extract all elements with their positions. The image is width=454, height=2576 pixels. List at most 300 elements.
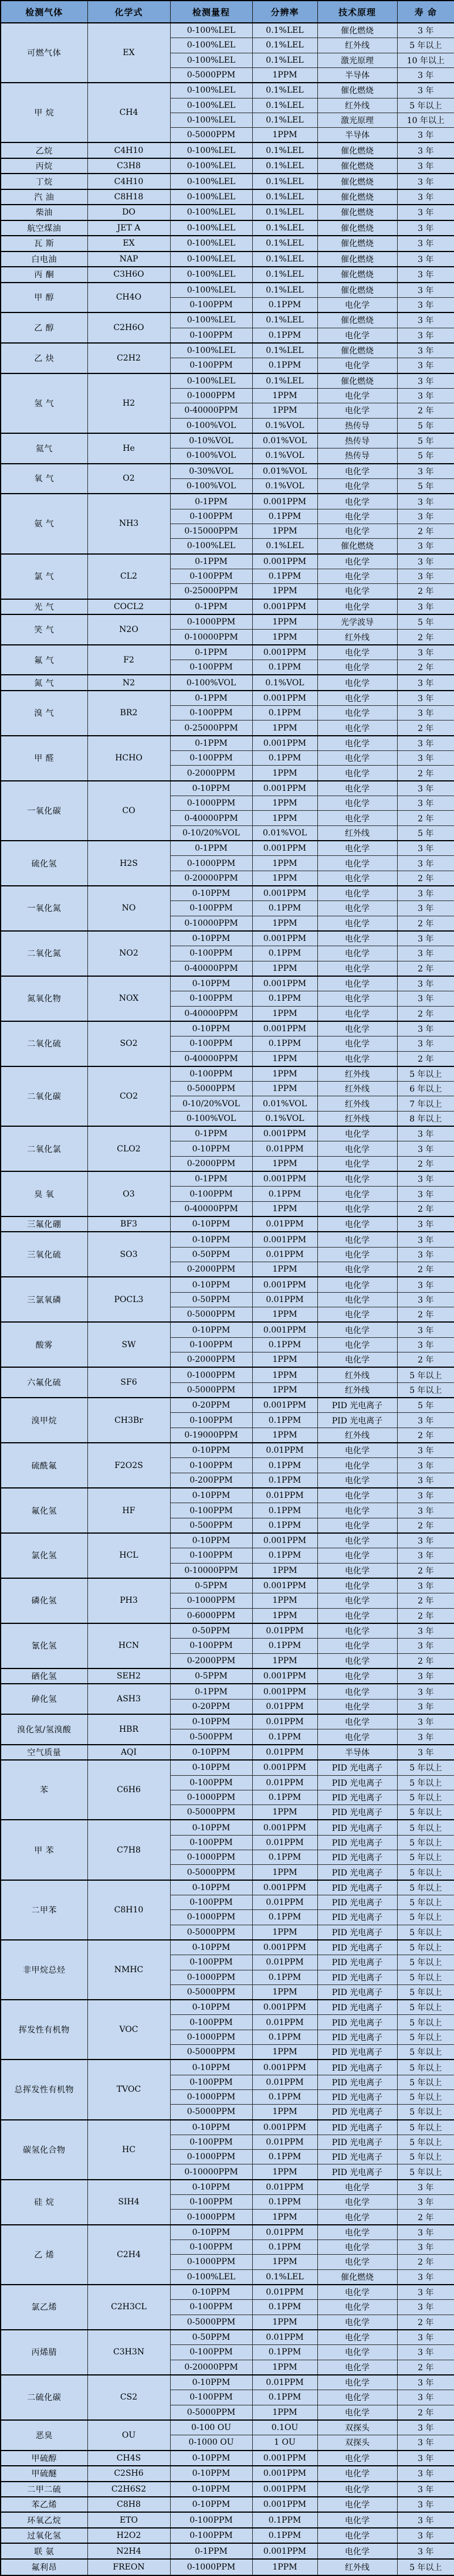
principle-cell: 电化学 bbox=[317, 478, 397, 494]
range-cell: 0-100PPM bbox=[170, 660, 252, 675]
lifespan-cell: 5 年以上 bbox=[397, 1984, 454, 2000]
lifespan-cell: 5 年以上 bbox=[397, 1820, 454, 1835]
lifespan-cell: 3 年 bbox=[397, 1413, 454, 1428]
principle-cell: 电化学 bbox=[317, 2451, 397, 2466]
range-cell: 0-10000PPM bbox=[170, 916, 252, 931]
principle-cell: PID 光电离子 bbox=[317, 1820, 397, 1835]
lifespan-cell: 3 年 bbox=[397, 1126, 454, 1141]
range-cell: 0-10PPM bbox=[170, 2375, 252, 2390]
gas-name-cell: 乙 烯 bbox=[1, 2225, 87, 2285]
lifespan-cell: 3 年 bbox=[397, 1548, 454, 1563]
resolution-cell: 0.01PPM bbox=[252, 1775, 317, 1790]
lifespan-cell: 5 年以上 bbox=[397, 2030, 454, 2044]
resolution-cell: 1PPM bbox=[252, 1006, 317, 1021]
table-row bbox=[1, 2120, 454, 2135]
lifespan-cell: 3 年 bbox=[397, 174, 454, 189]
gas-name-cell: 氢 气 bbox=[1, 373, 87, 433]
principle-cell: 电化学 bbox=[317, 1473, 397, 1488]
range-cell: 0-20PPM bbox=[170, 1398, 252, 1413]
range-cell: 0-100PPM bbox=[170, 2015, 252, 2030]
resolution-cell: 0.001PPM bbox=[252, 736, 317, 751]
lifespan-cell: 3 年 bbox=[397, 2497, 454, 2512]
range-cell: 0-100PPM bbox=[170, 1639, 252, 1653]
table-row bbox=[1, 841, 454, 856]
range-cell: 0-100PPM bbox=[170, 1066, 252, 1082]
resolution-cell: 0.1%LEL bbox=[252, 267, 317, 282]
range-cell: 0-100PPM bbox=[170, 751, 252, 766]
resolution-cell: 1PPM bbox=[252, 524, 317, 538]
gas-name-cell: 乙 醇 bbox=[1, 312, 87, 343]
resolution-cell: 1PPM bbox=[252, 389, 317, 403]
gas-name-cell: 硒化氢 bbox=[1, 1668, 87, 1684]
principle-cell: PID 光电离子 bbox=[317, 2089, 397, 2104]
gas-name-cell: 三氯氧磷 bbox=[1, 1277, 87, 1322]
resolution-cell: 0.1PPM bbox=[252, 2390, 317, 2405]
formula-cell: H2 bbox=[87, 373, 170, 433]
principle-cell: PID 光电离子 bbox=[317, 1790, 397, 1804]
principle-cell: 催化燃烧 bbox=[317, 2269, 397, 2285]
gas-name-cell: 碳氢化合物 bbox=[1, 2120, 87, 2180]
resolution-cell: 0.1%LEL bbox=[252, 539, 317, 554]
range-cell: 0-1000PPM bbox=[170, 2559, 252, 2575]
resolution-cell: 0.01PPM bbox=[252, 2015, 317, 2030]
lifespan-cell: 3 年 bbox=[397, 343, 454, 358]
lifespan-cell: 3 年 bbox=[397, 2285, 454, 2300]
formula-cell: He bbox=[87, 433, 170, 464]
principle-cell: 电化学 bbox=[317, 796, 397, 811]
lifespan-cell: 3 年 bbox=[397, 1322, 454, 1337]
range-cell: 0-40000PPM bbox=[170, 811, 252, 825]
principle-cell: 催化燃烧 bbox=[317, 236, 397, 251]
range-cell: 0-5PPM bbox=[170, 1668, 252, 1684]
lifespan-cell: 3 年 bbox=[397, 2180, 454, 2195]
resolution-cell: 0.001PPM bbox=[252, 2120, 317, 2135]
resolution-cell: 0.1PPM bbox=[252, 1337, 317, 1352]
lifespan-cell: 2 年 bbox=[397, 1006, 454, 1021]
resolution-cell: 0.1PPM bbox=[252, 1790, 317, 1804]
table-row bbox=[1, 554, 454, 569]
lifespan-cell: 2 年 bbox=[397, 1051, 454, 1066]
resolution-cell: 0.1OU bbox=[252, 2420, 317, 2435]
table-row bbox=[1, 2466, 454, 2481]
table-row bbox=[1, 83, 454, 98]
range-cell: 0-10000PPM bbox=[170, 1563, 252, 1578]
principle-cell: 半导体 bbox=[317, 67, 397, 83]
resolution-cell: 0.1%LEL bbox=[252, 252, 317, 267]
lifespan-cell: 3 年 bbox=[397, 2435, 454, 2451]
lifespan-cell: 2 年 bbox=[397, 1201, 454, 1216]
lifespan-cell: 3 年 bbox=[397, 1473, 454, 1488]
resolution-cell: 0.001PPM bbox=[252, 1820, 317, 1835]
lifespan-cell: 5 年以上 bbox=[397, 2135, 454, 2149]
lifespan-cell: 2 年 bbox=[397, 1608, 454, 1623]
principle-cell: 电化学 bbox=[317, 1247, 397, 1262]
gas-name-cell: 一氧化氮 bbox=[1, 886, 87, 931]
principle-cell: 电化学 bbox=[317, 1322, 397, 1337]
lifespan-cell: 3 年 bbox=[397, 1668, 454, 1684]
principle-cell: 电化学 bbox=[317, 599, 397, 614]
gas-name-cell: 乙烷 bbox=[1, 142, 87, 158]
gas-name-cell: 氧 气 bbox=[1, 464, 87, 494]
resolution-cell: 0.1%VOL bbox=[252, 478, 317, 494]
gas-name-cell: 氨 气 bbox=[1, 494, 87, 553]
resolution-cell: 0.1PPM bbox=[252, 569, 317, 583]
table-row bbox=[1, 142, 454, 158]
lifespan-cell: 3 年 bbox=[397, 554, 454, 569]
resolution-cell: 0.01%VOL bbox=[252, 1096, 317, 1111]
principle-cell: PID 光电离子 bbox=[317, 2000, 397, 2015]
lifespan-cell: 3 年 bbox=[397, 509, 454, 524]
table-row bbox=[1, 23, 454, 38]
lifespan-cell: 3 年 bbox=[397, 220, 454, 236]
formula-cell: NO2 bbox=[87, 931, 170, 976]
range-cell: 0-1000PPM bbox=[170, 856, 252, 871]
principle-cell: 催化燃烧 bbox=[317, 267, 397, 282]
gas-name-cell: 航空煤油 bbox=[1, 220, 87, 236]
resolution-cell: 0.01PPM bbox=[252, 2285, 317, 2300]
formula-cell: CO bbox=[87, 781, 170, 841]
range-cell: 0-10PPM bbox=[170, 2285, 252, 2300]
principle-cell: 红外线 bbox=[317, 1066, 397, 1082]
range-cell: 0-10PPM bbox=[170, 1277, 252, 1292]
resolution-cell: 0.1PPM bbox=[252, 2089, 317, 2104]
range-cell: 0-10PPM bbox=[170, 1880, 252, 1895]
range-cell: 0-1000PPM bbox=[170, 389, 252, 403]
formula-cell: SIH4 bbox=[87, 2180, 170, 2225]
principle-cell: 电化学 bbox=[317, 509, 397, 524]
lifespan-cell: 10 年以上 bbox=[397, 53, 454, 67]
header-lifespan: 寿 命 bbox=[397, 1, 454, 23]
range-cell: 0-100PPM bbox=[170, 2075, 252, 2089]
lifespan-cell: 5 年以上 bbox=[397, 1955, 454, 1970]
table-row bbox=[1, 2225, 454, 2240]
range-cell: 0-30%VOL bbox=[170, 464, 252, 479]
principle-cell: 电化学 bbox=[317, 524, 397, 538]
gas-name-cell: 汽 油 bbox=[1, 189, 87, 205]
formula-cell: SEH2 bbox=[87, 1668, 170, 1684]
gas-name-cell: 硅 烷 bbox=[1, 2180, 87, 2225]
resolution-cell: 0.1PPM bbox=[252, 1413, 317, 1428]
principle-cell: 电化学 bbox=[317, 1216, 397, 1232]
lifespan-cell: 2 年 bbox=[397, 1307, 454, 1323]
table-row bbox=[1, 1714, 454, 1729]
lifespan-cell: 2 年 bbox=[397, 1352, 454, 1368]
gas-name-cell: 空气质量 bbox=[1, 1745, 87, 1760]
lifespan-cell: 3 年 bbox=[397, 297, 454, 312]
range-cell: 0-100PPM bbox=[170, 1187, 252, 1201]
range-cell: 0-40000PPM bbox=[170, 961, 252, 976]
formula-cell: C8H18 bbox=[87, 189, 170, 205]
lifespan-cell: 2 年 bbox=[397, 1428, 454, 1443]
table-row bbox=[1, 174, 454, 189]
principle-cell: PID 光电离子 bbox=[317, 1775, 397, 1790]
gas-name-cell: 丙烯腈 bbox=[1, 2330, 87, 2375]
lifespan-cell: 3 年 bbox=[397, 751, 454, 766]
resolution-cell: 0.001PPM bbox=[252, 1398, 317, 1413]
principle-cell: 电化学 bbox=[317, 554, 397, 569]
table-row bbox=[1, 614, 454, 630]
lifespan-cell: 5 年 bbox=[397, 1398, 454, 1413]
table-row bbox=[1, 1488, 454, 1503]
formula-cell: C7H8 bbox=[87, 1820, 170, 1880]
range-cell: 0-100%LEL bbox=[170, 23, 252, 38]
formula-cell: NO bbox=[87, 886, 170, 931]
range-cell: 0-100PPM bbox=[170, 358, 252, 373]
principle-cell: 催化燃烧 bbox=[317, 283, 397, 298]
gas-name-cell: 笑 气 bbox=[1, 614, 87, 645]
lifespan-cell: 3 年 bbox=[397, 1021, 454, 1036]
range-cell: 0-6000PPM bbox=[170, 1608, 252, 1623]
formula-cell: COCL2 bbox=[87, 599, 170, 614]
range-cell: 0-100%LEL bbox=[170, 267, 252, 282]
gas-name-cell: 二硫化碳 bbox=[1, 2375, 87, 2420]
resolution-cell: 0.001PPM bbox=[252, 494, 317, 509]
range-cell: 0-1000PPM bbox=[170, 1970, 252, 1984]
principle-cell: 电化学 bbox=[317, 736, 397, 751]
principle-cell: 电化学 bbox=[317, 1171, 397, 1187]
principle-cell: PID 光电离子 bbox=[317, 1984, 397, 2000]
resolution-cell: 1PPM bbox=[252, 2044, 317, 2060]
lifespan-cell: 5 年以上 bbox=[397, 1850, 454, 1865]
principle-cell: 电化学 bbox=[317, 1277, 397, 1292]
principle-cell: 半导体 bbox=[317, 1745, 397, 1760]
formula-cell: H2O2 bbox=[87, 2528, 170, 2543]
resolution-cell: 0.1%LEL bbox=[252, 38, 317, 53]
lifespan-cell: 3 年 bbox=[397, 2528, 454, 2543]
formula-cell: ETO bbox=[87, 2512, 170, 2527]
principle-cell: 电化学 bbox=[317, 403, 397, 418]
resolution-cell: 0.1%LEL bbox=[252, 236, 317, 251]
formula-cell: C6H6 bbox=[87, 1760, 170, 1820]
range-cell: 0-1PPM bbox=[170, 841, 252, 856]
resolution-cell: 0.1PPM bbox=[252, 1503, 317, 1518]
resolution-cell: 1PPM bbox=[252, 1367, 317, 1382]
gas-name-cell: 二氧化氮 bbox=[1, 931, 87, 976]
range-cell: 0-2000PPM bbox=[170, 1156, 252, 1171]
lifespan-cell: 3 年 bbox=[397, 2269, 454, 2285]
lifespan-cell: 3 年 bbox=[397, 976, 454, 991]
principle-cell: 红外线 bbox=[317, 1096, 397, 1111]
principle-cell: 催化燃烧 bbox=[317, 205, 397, 220]
lifespan-cell: 3 年 bbox=[397, 67, 454, 83]
principle-cell: 电化学 bbox=[317, 781, 397, 796]
principle-cell: PID 光电离子 bbox=[317, 1413, 397, 1428]
lifespan-cell: 5 年 bbox=[397, 478, 454, 494]
formula-cell: EX bbox=[87, 236, 170, 251]
range-cell: 0-20000PPM bbox=[170, 871, 252, 886]
principle-cell: 电化学 bbox=[317, 660, 397, 675]
lifespan-cell: 5 年以上 bbox=[397, 2105, 454, 2120]
principle-cell: 催化燃烧 bbox=[317, 189, 397, 205]
lifespan-cell: 3 年 bbox=[397, 236, 454, 251]
range-cell: 0-100PPM bbox=[170, 1835, 252, 1850]
lifespan-cell: 3 年 bbox=[397, 23, 454, 38]
header-formula: 化学式 bbox=[87, 1, 170, 23]
resolution-cell: 0.001PPM bbox=[252, 2497, 317, 2512]
lifespan-cell: 3 年 bbox=[397, 1458, 454, 1473]
resolution-cell: 0.1%LEL bbox=[252, 98, 317, 113]
lifespan-cell: 3 年 bbox=[397, 946, 454, 961]
principle-cell: 电化学 bbox=[317, 2345, 397, 2360]
gas-name-cell: 二甲二硫 bbox=[1, 2482, 87, 2497]
lifespan-cell: 3 年 bbox=[397, 841, 454, 856]
principle-cell: 红外线 bbox=[317, 1367, 397, 1382]
resolution-cell: 0.1%LEL bbox=[252, 158, 317, 174]
range-cell: 0-100%LEL bbox=[170, 189, 252, 205]
range-cell: 0-40000PPM bbox=[170, 403, 252, 418]
range-cell: 0-5000PPM bbox=[170, 1805, 252, 1820]
lifespan-cell: 3 年 bbox=[397, 1729, 454, 1745]
resolution-cell: 0.001PPM bbox=[252, 1277, 317, 1292]
formula-cell: NMHC bbox=[87, 1940, 170, 2000]
table-row bbox=[1, 2451, 454, 2466]
gas-name-cell: 苯乙烯 bbox=[1, 2497, 87, 2512]
lifespan-cell: 3 年 bbox=[397, 358, 454, 373]
lifespan-cell: 3 年 bbox=[397, 128, 454, 143]
table-row bbox=[1, 599, 454, 614]
resolution-cell: 0.01PPM bbox=[252, 1699, 317, 1714]
gas-name-cell: 可燃气体 bbox=[1, 23, 87, 83]
gas-name-cell: 联 氨 bbox=[1, 2543, 87, 2558]
range-cell: 0-100%LEL bbox=[170, 2269, 252, 2285]
formula-cell: POCL3 bbox=[87, 1277, 170, 1322]
formula-cell: HCHO bbox=[87, 736, 170, 781]
range-cell: 0-10PPM bbox=[170, 2482, 252, 2497]
resolution-cell: 1PPM bbox=[252, 871, 317, 886]
gas-name-cell: 甲硫醇 bbox=[1, 2451, 87, 2466]
resolution-cell: 1PPM bbox=[252, 1382, 317, 1398]
resolution-cell: 1PPM bbox=[252, 1805, 317, 1820]
range-cell: 0-100%LEL bbox=[170, 283, 252, 298]
lifespan-cell: 6 年以上 bbox=[397, 1082, 454, 1096]
lifespan-cell: 5 年以上 bbox=[397, 1880, 454, 1895]
resolution-cell: 1PPM bbox=[252, 961, 317, 976]
principle-cell: 红外线 bbox=[317, 1082, 397, 1096]
gas-name-cell: 甲 醛 bbox=[1, 736, 87, 781]
lifespan-cell: 3 年 bbox=[397, 312, 454, 328]
lifespan-cell: 3 年 bbox=[397, 599, 454, 614]
resolution-cell: 0.001PPM bbox=[252, 976, 317, 991]
range-cell: 0-2000PPM bbox=[170, 1653, 252, 1668]
gas-name-cell: 硫化氢 bbox=[1, 841, 87, 886]
gas-name-cell: 过氧化氢 bbox=[1, 2528, 87, 2543]
range-cell: 0-1PPM bbox=[170, 645, 252, 660]
principle-cell: 电化学 bbox=[317, 2285, 397, 2300]
table-row bbox=[1, 2330, 454, 2345]
formula-cell: H2S bbox=[87, 841, 170, 886]
range-cell: 0-1000PPM bbox=[170, 614, 252, 630]
range-cell: 0-1PPM bbox=[170, 1126, 252, 1141]
resolution-cell: 0.01PPM bbox=[252, 2330, 317, 2345]
range-cell: 0-1000PPM bbox=[170, 2030, 252, 2044]
principle-cell: 电化学 bbox=[317, 1548, 397, 1563]
resolution-cell: 0.1%VOL bbox=[252, 1111, 317, 1126]
table-row bbox=[1, 886, 454, 901]
resolution-cell: 0.001PPM bbox=[252, 1668, 317, 1684]
formula-cell: C4H10 bbox=[87, 174, 170, 189]
lifespan-cell: 3 年 bbox=[397, 1488, 454, 1503]
formula-cell: CH4O bbox=[87, 283, 170, 313]
lifespan-cell: 3 年 bbox=[397, 706, 454, 721]
range-cell: 0-20000PPM bbox=[170, 2360, 252, 2375]
range-cell: 0-100%LEL bbox=[170, 98, 252, 113]
lifespan-cell: 3 年 bbox=[397, 2330, 454, 2345]
resolution-cell: 1PPM bbox=[252, 1865, 317, 1880]
resolution-cell: 1PPM bbox=[252, 403, 317, 418]
range-cell: 0-100PPM bbox=[170, 2300, 252, 2315]
range-cell: 0-10PPM bbox=[170, 1745, 252, 1760]
range-cell: 0-1000PPM bbox=[170, 2210, 252, 2225]
range-cell: 0-10PPM bbox=[170, 2120, 252, 2135]
range-cell: 0-10PPM bbox=[170, 2466, 252, 2481]
principle-cell: 电化学 bbox=[317, 2405, 397, 2420]
range-cell: 0-5000PPM bbox=[170, 2315, 252, 2330]
resolution-cell: 0.1PPM bbox=[252, 901, 317, 916]
range-cell: 0-10PPM bbox=[170, 1021, 252, 1036]
formula-cell: C2H6S2 bbox=[87, 2482, 170, 2497]
header-principle: 技术原理 bbox=[317, 1, 397, 23]
resolution-cell: 0.01PPM bbox=[252, 1745, 317, 1760]
range-cell: 0-100PPM bbox=[170, 1775, 252, 1790]
principle-cell: 光学波导 bbox=[317, 614, 397, 630]
formula-cell: C2H2 bbox=[87, 343, 170, 373]
range-cell: 0-100PPM bbox=[170, 1955, 252, 1970]
lifespan-cell: 3 年 bbox=[397, 1578, 454, 1593]
table-row bbox=[1, 2180, 454, 2195]
range-cell: 0-1PPM bbox=[170, 599, 252, 614]
principle-cell: PID 光电离子 bbox=[317, 2150, 397, 2164]
lifespan-cell: 5 年以上 bbox=[397, 2120, 454, 2135]
table-row bbox=[1, 1668, 454, 1684]
principle-cell: PID 光电离子 bbox=[317, 2044, 397, 2060]
principle-cell: 催化燃烧 bbox=[317, 539, 397, 554]
principle-cell: 电化学 bbox=[317, 721, 397, 736]
lifespan-cell: 2 年 bbox=[397, 1593, 454, 1608]
lifespan-cell: 5 年以上 bbox=[397, 98, 454, 113]
range-cell: 0-100%LEL bbox=[170, 539, 252, 554]
principle-cell: 电化学 bbox=[317, 2195, 397, 2210]
range-cell: 0-50PPM bbox=[170, 1247, 252, 1262]
principle-cell: 电化学 bbox=[317, 1563, 397, 1578]
formula-cell: C8H10 bbox=[87, 1880, 170, 1940]
range-cell: 0-5000PPM bbox=[170, 1082, 252, 1096]
gas-name-cell: 氮氧化物 bbox=[1, 976, 87, 1021]
lifespan-cell: 5 年以上 bbox=[397, 1910, 454, 1925]
principle-cell: PID 光电离子 bbox=[317, 1880, 397, 1895]
resolution-cell: 0.1%LEL bbox=[252, 174, 317, 189]
resolution-cell: 0.1PPM bbox=[252, 751, 317, 766]
range-cell: 0-10PPM bbox=[170, 1216, 252, 1232]
table-row bbox=[1, 1232, 454, 1247]
range-cell: 0-10000PPM bbox=[170, 2164, 252, 2180]
principle-cell: 电化学 bbox=[317, 1653, 397, 1668]
principle-cell: PID 光电离子 bbox=[317, 1940, 397, 1955]
gas-name-cell: 环氧乙烷 bbox=[1, 2512, 87, 2527]
formula-cell: NH3 bbox=[87, 494, 170, 553]
resolution-cell: 1PPM bbox=[252, 1082, 317, 1096]
principle-cell: 电化学 bbox=[317, 871, 397, 886]
lifespan-cell: 5 年以上 bbox=[397, 1775, 454, 1790]
resolution-cell: 0.1PPM bbox=[252, 706, 317, 721]
range-cell: 0-5000PPM bbox=[170, 1307, 252, 1323]
principle-cell: 电化学 bbox=[317, 2482, 397, 2497]
principle-cell: 电化学 bbox=[317, 991, 397, 1006]
resolution-cell: 0.001PPM bbox=[252, 2451, 317, 2466]
gas-name-cell: 挥发性有机物 bbox=[1, 2000, 87, 2060]
principle-cell: 电化学 bbox=[317, 1488, 397, 1503]
resolution-cell: 1PPM bbox=[252, 721, 317, 736]
resolution-cell: 0.001PPM bbox=[252, 2482, 317, 2497]
